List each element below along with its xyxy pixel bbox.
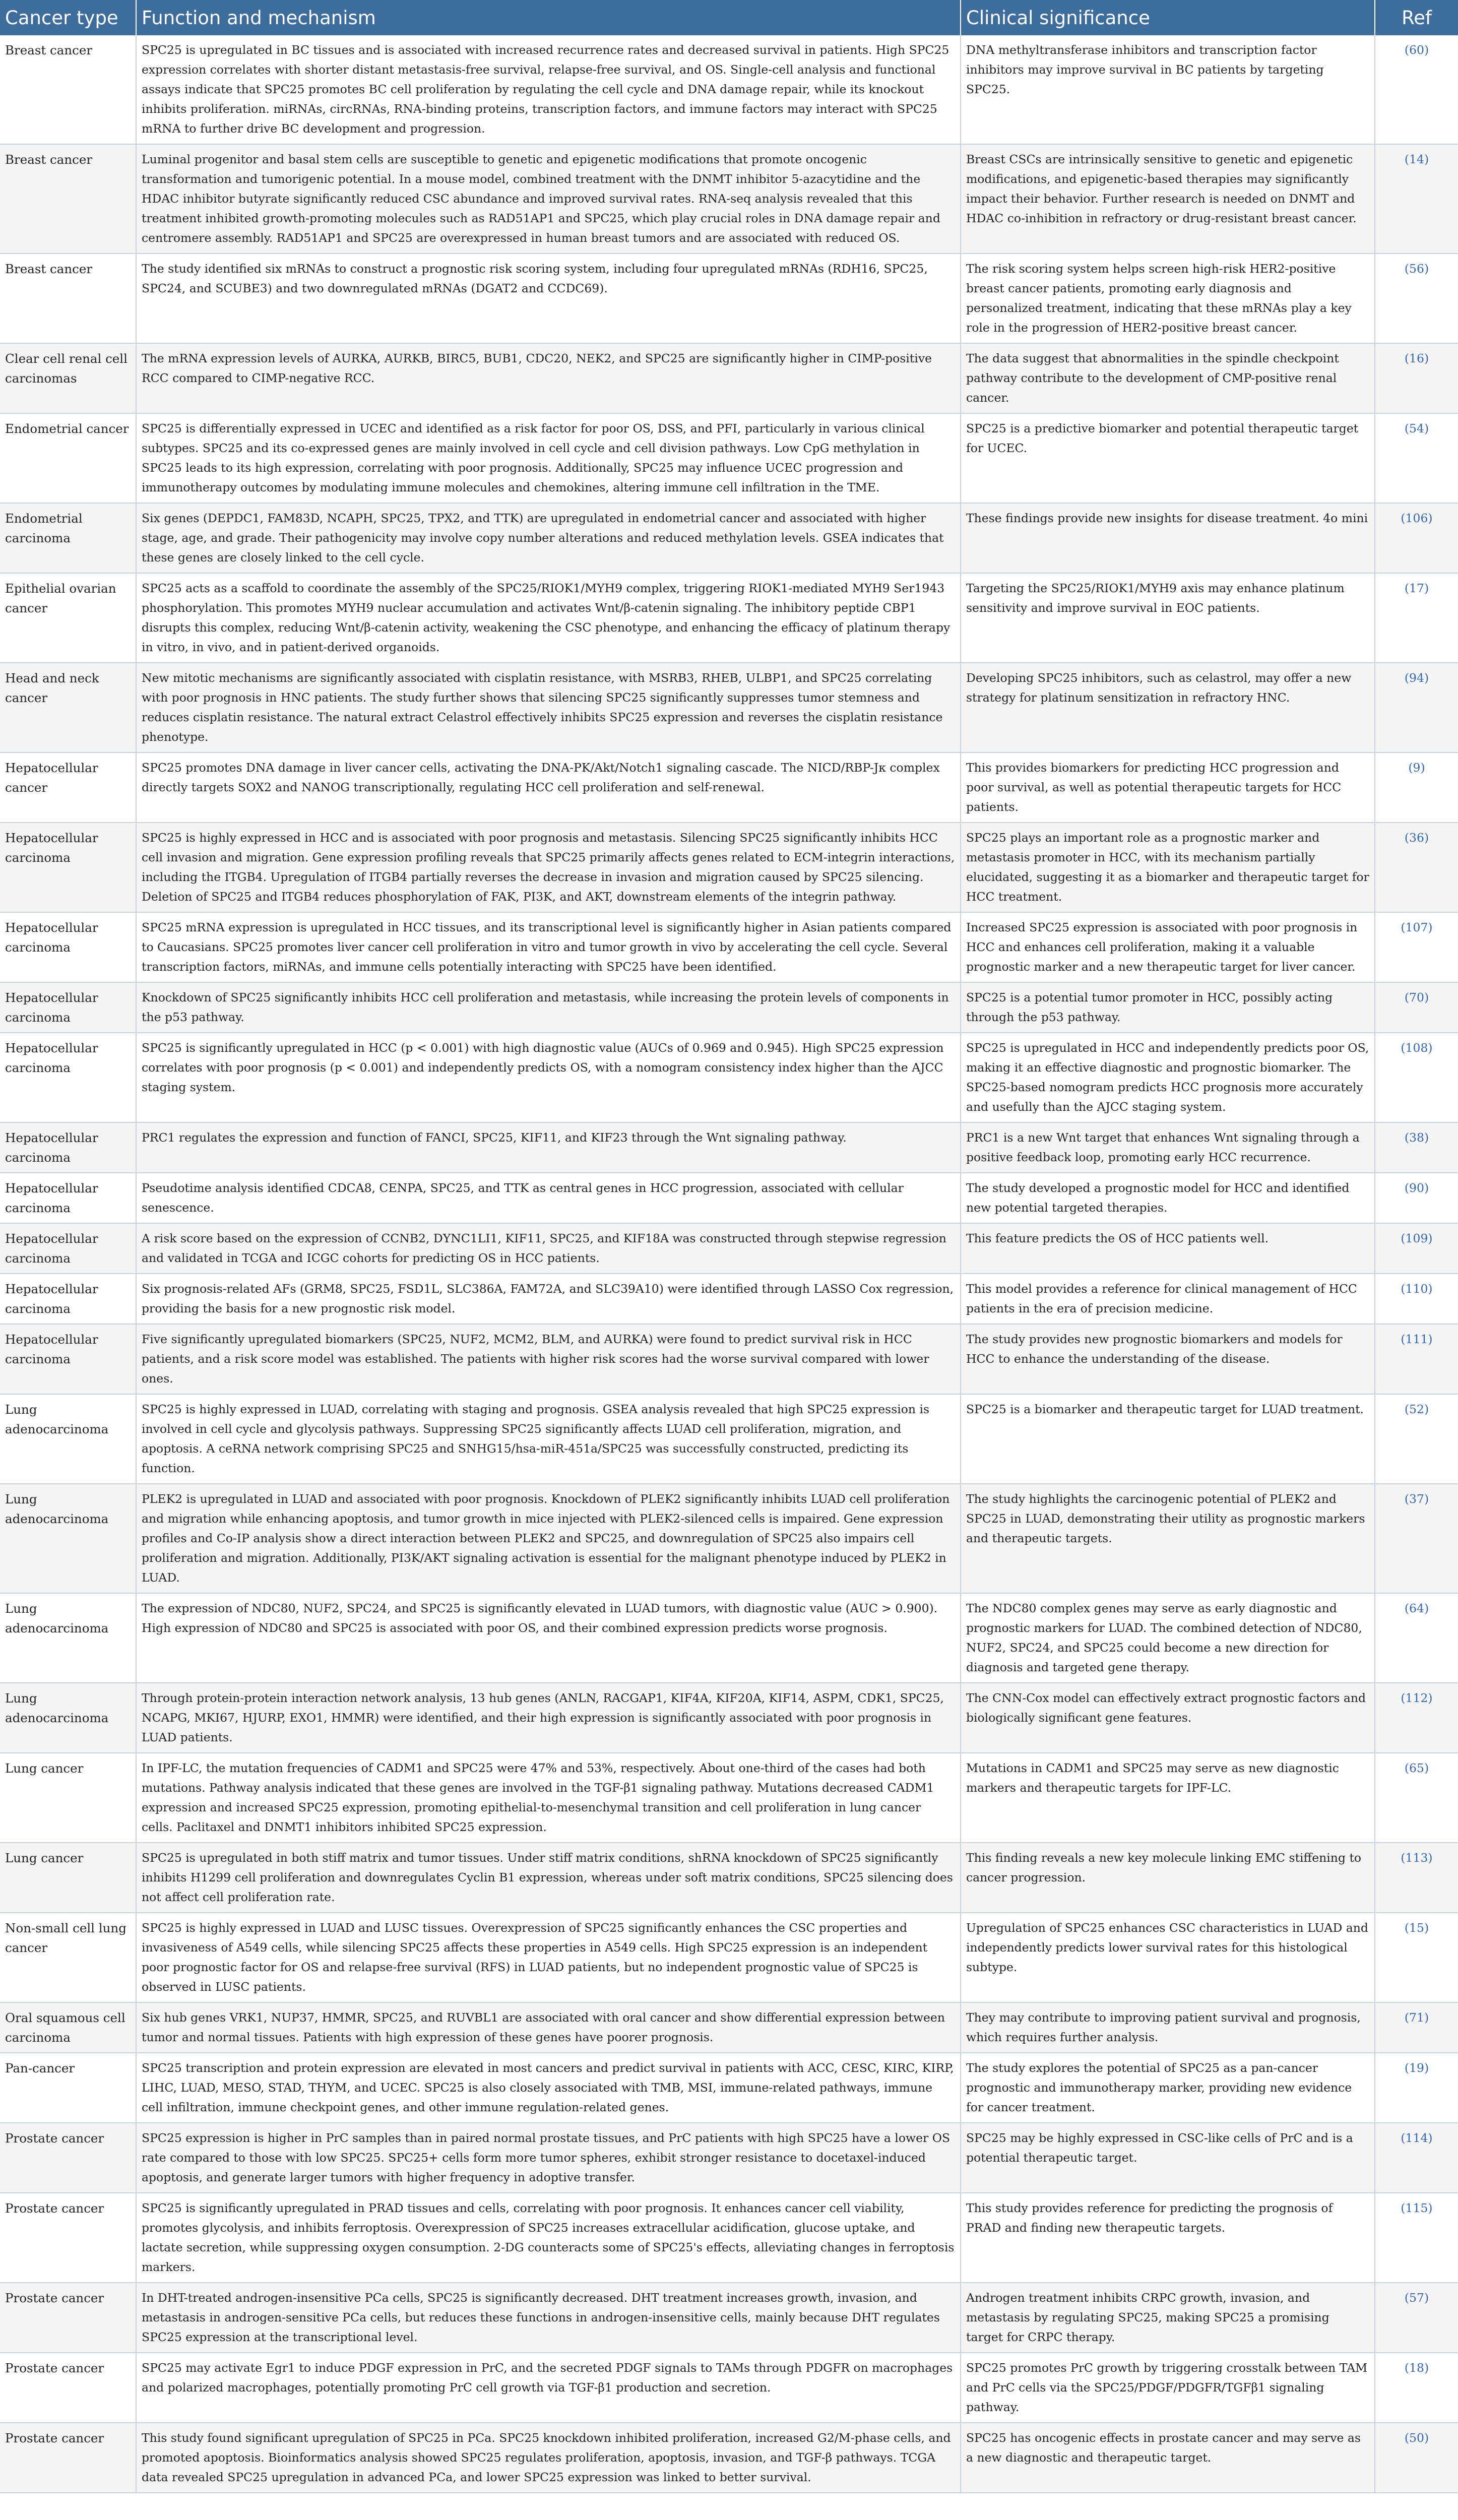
clinical-significance-cell: Mutations in CADM1 and SPC25 may serve as new diagnostic markers and therapeutic targets for IPF-LC.	[961, 1753, 1375, 1843]
cancer-type-cell: Lung adenocarcinoma	[0, 1484, 136, 1593]
function-mechanism-cell: SPC25 transcription and protein expression are elevated in most cancers and predict survival in patients with ACC, CESC, KIRC, KIRP, LIHC, LUAD, MESO, STAD, THYM, and UCEC. SPC25 is also closely associated with TMB, MSI, immune-related pathways, immune cell infiltration, immune checkpoint genes, and other immune regulation-related genes.	[136, 2053, 961, 2123]
reference-link[interactable]: (115)	[1401, 2201, 1433, 2215]
clinical-significance-cell: The study explores the potential of SPC25 as a pan-cancer prognostic and immunotherapy marker, providing new evidence for cancer treatment.	[961, 2053, 1375, 2123]
reference-cell	[1375, 2283, 1458, 2353]
reference-link[interactable]: (52)	[1404, 1402, 1429, 1416]
table-row	[0, 663, 1458, 752]
table-row	[0, 1274, 1458, 1324]
reference-cell	[1375, 2353, 1458, 2423]
reference-cell	[1375, 35, 1458, 144]
clinical-significance-cell: Increased SPC25 expression is associated with poor prognosis in HCC and enhances cell proliferation, making it a valuable prognostic marker and a new therapeutic target for liver cancer.	[961, 912, 1375, 982]
table-row	[0, 1593, 1458, 1683]
clinical-significance-cell: The study provides new prognostic biomarkers and models for HCC to enhance the understanding of the disease.	[961, 1324, 1375, 1394]
cancer-type-cell: Prostate cancer	[0, 2283, 136, 2353]
function-mechanism-cell: SPC25 acts as a scaffold to coordinate the assembly of the SPC25/RIOK1/MYH9 complex, triggering RIOK1-mediated MYH9 Ser1943 phosphorylation. This promotes MYH9 nuclear accumulation and activates Wnt/β-catenin signaling. The inhibitory peptide CBP1 disrupts this complex, reducing Wnt/β-catenin activity, weakening the CSC phenotype, and enhancing the efficacy of platinum therapy in vitro, in vivo, and in patient-derived organoids.	[136, 573, 961, 663]
reference-link[interactable]: (90)	[1404, 1181, 1429, 1195]
reference-cell	[1375, 1122, 1458, 1173]
reference-cell	[1375, 1223, 1458, 1274]
table-row	[0, 2193, 1458, 2283]
clinical-significance-cell: Androgen treatment inhibits CRPC growth, invasion, and metastasis by regulating SPC25, making SPC25 a promising target for CRPC therapy.	[961, 2283, 1375, 2353]
cancer-type-cell: Hepatocellular carcinoma	[0, 912, 136, 982]
function-mechanism-cell: SPC25 is upregulated in both stiff matrix and tumor tissues. Under stiff matrix conditions, shRNA knockdown of SPC25 significantly inhibits H1299 cell proliferation and downregulates Cyclin B1 expression, whereas under soft matrix conditions, SPC25 silencing does not affect cell proliferation rate.	[136, 1843, 961, 1913]
table-row	[0, 1843, 1458, 1913]
clinical-significance-cell: SPC25 is a potential tumor promoter in HCC, possibly acting through the p53 pathway.	[961, 982, 1375, 1033]
cancer-type-cell: Lung adenocarcinoma	[0, 1394, 136, 1484]
reference-cell	[1375, 823, 1458, 912]
reference-cell	[1375, 144, 1458, 254]
table-row	[0, 1753, 1458, 1843]
function-mechanism-cell: SPC25 is highly expressed in LUAD and LUSC tissues. Overexpression of SPC25 significantly enhances the CSC properties and invasiveness of A549 cells, while silencing SPC25 affects these properties in A549 cells. High SPC25 expression is an independent poor prognostic factor for OS and relapse-free survival (RFS) in LUAD patients, but no independent prognostic value of SPC25 is observed in LUSC patients.	[136, 1913, 961, 2002]
reference-cell	[1375, 2002, 1458, 2053]
cancer-type-cell: Lung cancer	[0, 1753, 136, 1843]
cancer-type-cell: Breast cancer	[0, 144, 136, 254]
reference-cell	[1375, 573, 1458, 663]
reference-cell	[1375, 1274, 1458, 1324]
clinical-significance-cell: Developing SPC25 inhibitors, such as celastrol, may offer a new strategy for platinum sensitization in refractory HNC.	[961, 663, 1375, 752]
function-mechanism-cell: SPC25 is differentially expressed in UCEC and identified as a risk factor for poor OS, DSS, and PFI, particularly in various clinical subtypes. SPC25 and its co-expressed genes are mainly involved in cell cycle and cell division pathways. Low CpG methylation in SPC25 leads to its high expression, correlating with poor prognosis. Additionally, SPC25 may influence UCEC progression and immunotherapy outcomes by modulating immune molecules and chemokines, altering immune cell infiltration in the TME.	[136, 413, 961, 503]
table-body	[0, 35, 1458, 2493]
function-mechanism-cell: SPC25 is highly expressed in HCC and is associated with poor prognosis and metastasis. Silencing SPC25 significantly inhibits HCC cell invasion and migration. Gene expression profiling reveals that SPC25 primarily affects genes related to ECM-integrin interactions, including the ITGB4. Upregulation of ITGB4 partially reverses the decrease in invasion and migration caused by SPC25 silencing. Deletion of SPC25 and ITGB4 reduces phosphorylation of FAK, PI3K, and AKT, downstream elements of the integrin pathway.	[136, 823, 961, 912]
table-row	[0, 573, 1458, 663]
reference-link[interactable]: (114)	[1401, 2131, 1433, 2145]
cancer-type-cell: Hepatocellular carcinoma	[0, 1324, 136, 1394]
function-mechanism-cell: PLEK2 is upregulated in LUAD and associated with poor prognosis. Knockdown of PLEK2 significantly inhibits LUAD cell proliferation and migration while enhancing apoptosis, and tumor growth in mice injected with PLEK2-silenced cells is impaired. Gene expression profiles and Co-IP analysis show a direct interaction between PLEK2 and SPC25, and downregulation of SPC25 also impairs cell proliferation and migration. Additionally, PI3K/AKT signaling activation is essential for the malignant phenotype induced by PLEK2 in LUAD.	[136, 1484, 961, 1593]
reference-link[interactable]: (65)	[1404, 1761, 1429, 1775]
clinical-significance-cell: SPC25 has oncogenic effects in prostate cancer and may serve as a new diagnostic and therapeutic target.	[961, 2423, 1375, 2493]
clinical-significance-cell: SPC25 is a predictive biomarker and potential therapeutic target for UCEC.	[961, 413, 1375, 503]
reference-link[interactable]: (113)	[1401, 1851, 1433, 1865]
reference-cell	[1375, 1843, 1458, 1913]
clinical-significance-cell: The NDC80 complex genes may serve as early diagnostic and prognostic markers for LUAD. The combined detection of NDC80, NUF2, SPC24, and SPC25 could become a new direction for diagnosis and targeted gene therapy.	[961, 1593, 1375, 1683]
reference-link[interactable]: (94)	[1404, 671, 1429, 685]
header-ref: Ref	[1375, 0, 1458, 35]
table-row	[0, 1223, 1458, 1274]
reference-cell	[1375, 2123, 1458, 2193]
header-function: Function and mechanism	[136, 0, 961, 35]
reference-link[interactable]: (70)	[1404, 990, 1429, 1004]
reference-link[interactable]: (38)	[1404, 1130, 1429, 1145]
function-mechanism-cell: The study identified six mRNAs to construct a prognostic risk scoring system, including four upregulated mRNAs (RDH16, SPC25, SPC24, and SCUBE3) and two downregulated mRNAs (DGAT2 and CCDC69).	[136, 254, 961, 343]
table-row	[0, 1122, 1458, 1173]
clinical-significance-cell: PRC1 is a new Wnt target that enhances Wnt signaling through a positive feedback loop, promoting early HCC recurrence.	[961, 1122, 1375, 1173]
table-row	[0, 2053, 1458, 2123]
clinical-significance-cell: This provides biomarkers for predicting HCC progression and poor survival, as well as potential therapeutic targets for HCC patients.	[961, 752, 1375, 823]
cancer-type-cell: Hepatocellular carcinoma	[0, 982, 136, 1033]
function-mechanism-cell: Through protein-protein interaction network analysis, 13 hub genes (ANLN, RACGAP1, KIF4A, KIF20A, KIF14, ASPM, CDK1, SPC25, NCAPG, MKI67, HJURP, EXO1, HMMR) were identified, and their high expression is significantly associated with poor prognosis in LUAD patients.	[136, 1683, 961, 1753]
reference-link[interactable]: (108)	[1401, 1041, 1433, 1055]
reference-cell	[1375, 2423, 1458, 2493]
cancer-type-cell: Hepatocellular carcinoma	[0, 1122, 136, 1173]
cancer-type-cell: Prostate cancer	[0, 2423, 136, 2493]
reference-cell	[1375, 413, 1458, 503]
function-mechanism-cell: Luminal progenitor and basal stem cells are susceptible to genetic and epigenetic modifications that promote oncogenic transformation and tumorigenic potential. In a mouse model, combined treatment with the DNMT inhibitor 5-azacytidine and the HDAC inhibitor butyrate significantly reduced CSC abundance and improved survival rates. RNA-seq analysis revealed that this treatment inhibited growth-promoting molecules such as RAD51AP1 and SPC25, which play crucial roles in DNA damage repair and centromere assembly. RAD51AP1 and SPC25 are overexpressed in human breast tumors and are associated with reduced OS.	[136, 144, 961, 254]
table-row	[0, 1683, 1458, 1753]
reference-cell	[1375, 503, 1458, 573]
reference-cell	[1375, 663, 1458, 752]
reference-cell	[1375, 1394, 1458, 1484]
function-mechanism-cell: New mitotic mechanisms are significantly associated with cisplatin resistance, with MSRB3, RHEB, ULBP1, and SPC25 correlating with poor prognosis in HNC patients. The study further shows that silencing SPC25 significantly suppresses tumor stemness and reduces cisplatin resistance. The natural extract Celastrol effectively inhibits SPC25 expression and reverses the cisplatin resistance phenotype.	[136, 663, 961, 752]
table-row	[0, 413, 1458, 503]
cancer-type-cell: Prostate cancer	[0, 2193, 136, 2283]
function-mechanism-cell: PRC1 regulates the expression and function of FANCI, SPC25, KIF11, and KIF23 through the Wnt signaling pathway.	[136, 1122, 961, 1173]
reference-link[interactable]: (110)	[1401, 1282, 1433, 1296]
clinical-significance-cell: This feature predicts the OS of HCC patients well.	[961, 1223, 1375, 1274]
table-row	[0, 2123, 1458, 2193]
cancer-type-cell: Hepatocellular carcinoma	[0, 1033, 136, 1122]
function-mechanism-cell: In DHT-treated androgen-insensitive PCa cells, SPC25 is significantly decreased. DHT treatment increases growth, invasion, and metastasis in androgen-sensitive PCa cells, but reduces these functions in androgen-insensitive cells, mainly because DHT regulates SPC25 expression at the transcriptional level.	[136, 2283, 961, 2353]
cancer-type-cell: Prostate cancer	[0, 2123, 136, 2193]
table-row	[0, 2353, 1458, 2423]
function-mechanism-cell: The expression of NDC80, NUF2, SPC24, and SPC25 is significantly elevated in LUAD tumors, with diagnostic value (AUC > 0.900). High expression of NDC80 and SPC25 is associated with poor OS, and their combined expression predicts worse prognosis.	[136, 1593, 961, 1683]
table-row	[0, 254, 1458, 343]
reference-link[interactable]: (57)	[1404, 2291, 1429, 2305]
table-row	[0, 35, 1458, 144]
cancer-type-cell: Hepatocellular carcinoma	[0, 1274, 136, 1324]
reference-link[interactable]: (18)	[1404, 2361, 1429, 2375]
reference-cell	[1375, 2193, 1458, 2283]
function-mechanism-cell: SPC25 is highly expressed in LUAD, correlating with staging and prognosis. GSEA analysis revealed that high SPC25 expression is involved in cell cycle and glycolysis pathways. Suppressing SPC25 significantly affects LUAD cell proliferation, migration, and apoptosis. A ceRNA network comprising SPC25 and SNHG15/hsa-miR-451a/SPC25 was successfully constructed, predicting its function.	[136, 1394, 961, 1484]
reference-cell	[1375, 1913, 1458, 2002]
clinical-significance-cell: This study provides reference for predicting the prognosis of PRAD and finding new therapeutic targets.	[961, 2193, 1375, 2283]
function-mechanism-cell: A risk score based on the expression of CCNB2, DYNC1LI1, KIF11, SPC25, and KIF18A was constructed through stepwise regression and validated in TCGA and ICGC cohorts for predicting OS in HCC patients.	[136, 1223, 961, 1274]
reference-cell	[1375, 1593, 1458, 1683]
reference-cell	[1375, 912, 1458, 982]
clinical-significance-cell: SPC25 plays an important role as a prognostic marker and metastasis promoter in HCC, with its mechanism partially elucidated, suggesting it as a biomarker and therapeutic target for HCC treatment.	[961, 823, 1375, 912]
cancer-type-cell: Hepatocellular carcinoma	[0, 823, 136, 912]
table-row	[0, 1913, 1458, 2002]
reference-link[interactable]: (107)	[1401, 920, 1433, 934]
table-row	[0, 1173, 1458, 1223]
table-row	[0, 2283, 1458, 2353]
reference-cell	[1375, 343, 1458, 413]
cancer-type-cell: Hepatocellular carcinoma	[0, 1173, 136, 1223]
reference-cell	[1375, 1683, 1458, 1753]
cancer-type-cell: Pan-cancer	[0, 2053, 136, 2123]
cancer-type-cell: Prostate cancer	[0, 2353, 136, 2423]
clinical-significance-cell: The CNN-Cox model can effectively extract prognostic factors and biologically significant gene features.	[961, 1683, 1375, 1753]
reference-link[interactable]: (9)	[1408, 761, 1425, 775]
cancer-type-cell: Hepatocellular cancer	[0, 752, 136, 823]
reference-cell	[1375, 982, 1458, 1033]
cancer-type-cell: Lung adenocarcinoma	[0, 1683, 136, 1753]
reference-link[interactable]: (109)	[1401, 1231, 1433, 1245]
reference-link[interactable]: (71)	[1404, 2010, 1429, 2025]
function-mechanism-cell: Pseudotime analysis identified CDCA8, CENPA, SPC25, and TTK as central genes in HCC progression, associated with cellular senescence.	[136, 1173, 961, 1223]
cancer-type-cell: Lung adenocarcinoma	[0, 1593, 136, 1683]
clinical-significance-cell: These findings provide new insights for disease treatment. 4o mini	[961, 503, 1375, 573]
function-mechanism-cell: SPC25 expression is higher in PrC samples than in paired normal prostate tissues, and PrC patients with high SPC25 have a lower OS rate compared to those with low SPC25. SPC25+ cells form more tumor spheres, exhibit stronger resistance to docetaxel-induced apoptosis, and generate larger tumors with higher frequency in adoptive transfer.	[136, 2123, 961, 2193]
clinical-significance-cell: Targeting the SPC25/RIOK1/MYH9 axis may enhance platinum sensitivity and improve survival in EOC patients.	[961, 573, 1375, 663]
reference-cell	[1375, 1033, 1458, 1122]
reference-link[interactable]: (64)	[1404, 1601, 1429, 1615]
clinical-significance-cell: The data suggest that abnormalities in the spindle checkpoint pathway contribute to the development of CMP-positive renal cancer.	[961, 343, 1375, 413]
function-mechanism-cell: SPC25 is upregulated in BC tissues and is associated with increased recurrence rates and decreased survival in patients. High SPC25 expression correlates with shorter distant metastasis-free survival, relapse-free survival, and OS. Single-cell analysis and functional assays indicate that SPC25 promotes BC cell proliferation by regulating the cell cycle and DNA damage repair, while its knockout inhibits proliferation. miRNAs, circRNAs, RNA-binding proteins, transcription factors, and immune factors may interact with SPC25 mRNA to further drive BC development and progression.	[136, 35, 961, 144]
table-row	[0, 2423, 1458, 2493]
function-mechanism-cell: This study found significant upregulation of SPC25 in PCa. SPC25 knockdown inhibited proliferation, increased G2/M-phase cells, and promoted apoptosis. Bioinformatics analysis showed SPC25 regulates proliferation, apoptosis, invasion, and TGF-β pathways. TCGA data revealed SPC25 upregulation in advanced PCa, and lower SPC25 expression was linked to better survival.	[136, 2423, 961, 2493]
cancer-type-cell: Lung cancer	[0, 1843, 136, 1913]
reference-cell	[1375, 1173, 1458, 1223]
table-row	[0, 752, 1458, 823]
reference-link[interactable]: (106)	[1401, 511, 1433, 525]
header-clinical: Clinical significance	[961, 0, 1375, 35]
reference-cell	[1375, 1753, 1458, 1843]
clinical-significance-cell: Breast CSCs are intrinsically sensitive to genetic and epigenetic modifications, and epigenetic-based therapies may significantly impact their behavior. Further research is needed on DNMT and HDAC co-inhibition in refractory or drug-resistant breast cancer.	[961, 144, 1375, 254]
cancer-type-cell: Breast cancer	[0, 35, 136, 144]
clinical-significance-cell: SPC25 promotes PrC growth by triggering crosstalk between TAM and PrC cells via the SPC25/PDGF/PDGFR/TGFβ1 signaling pathway.	[961, 2353, 1375, 2423]
cancer-type-cell: Hepatocellular carcinoma	[0, 1223, 136, 1274]
reference-link[interactable]: (19)	[1404, 2061, 1429, 2075]
table-row	[0, 1484, 1458, 1593]
reference-link[interactable]: (60)	[1404, 43, 1429, 57]
reference-link[interactable]: (15)	[1404, 1921, 1429, 1935]
clinical-significance-cell: The study highlights the carcinogenic potential of PLEK2 and SPC25 in LUAD, demonstrating their utility as prognostic markers and therapeutic targets.	[961, 1484, 1375, 1593]
cancer-type-cell: Breast cancer	[0, 254, 136, 343]
function-mechanism-cell: SPC25 may activate Egr1 to induce PDGF expression in PrC, and the secreted PDGF signals to TAMs through PDGFR on macrophages and polarized macrophages, potentially promoting PrC cell growth via TGF-β1 production and secretion.	[136, 2353, 961, 2423]
function-mechanism-cell: SPC25 is significantly upregulated in HCC (p < 0.001) with high diagnostic value (AUCs of 0.969 and 0.945). High SPC25 expression correlates with poor prognosis (p < 0.001) and independently predicts OS, with a nomogram consistency index higher than the AJCC staging system.	[136, 1033, 961, 1122]
cancer-type-cell: Endometrial cancer	[0, 413, 136, 503]
clinical-significance-cell: DNA methyltransferase inhibitors and transcription factor inhibitors may improve survival in BC patients by targeting SPC25.	[961, 35, 1375, 144]
reference-link[interactable]: (54)	[1404, 421, 1429, 435]
table-row	[0, 2002, 1458, 2053]
reference-link[interactable]: (111)	[1401, 1332, 1433, 1346]
clinical-significance-cell: SPC25 is upregulated in HCC and independently predicts poor OS, making it an effective diagnostic and prognostic biomarker. The SPC25-based nomogram predicts HCC prognosis more accurately and usefully than the AJCC staging system.	[961, 1033, 1375, 1122]
function-mechanism-cell: The mRNA expression levels of AURKA, AURKB, BIRC5, BUB1, CDC20, NEK2, and SPC25 are significantly higher in CIMP-positive RCC compared to CIMP-negative RCC.	[136, 343, 961, 413]
table-header-row	[0, 0, 1458, 35]
function-mechanism-cell: SPC25 is significantly upregulated in PRAD tissues and cells, correlating with poor prognosis. It enhances cancer cell viability, promotes glycolysis, and inhibits ferroptosis. Overexpression of SPC25 increases extracellular acidification, glucose uptake, and lactate secretion, while suppressing oxygen consumption. 2-DG counteracts some of SPC25's effects, alleviating changes in ferroptosis markers.	[136, 2193, 961, 2283]
clinical-significance-cell: This model provides a reference for clinical management of HCC patients in the era of precision medicine.	[961, 1274, 1375, 1324]
reference-cell	[1375, 1484, 1458, 1593]
table-row	[0, 1324, 1458, 1394]
cancer-type-cell: Non-small cell lung cancer	[0, 1913, 136, 2002]
reference-link[interactable]: (16)	[1404, 351, 1429, 365]
table-row	[0, 1033, 1458, 1122]
function-mechanism-cell: Knockdown of SPC25 significantly inhibits HCC cell proliferation and metastasis, while increasing the protein levels of components in the p53 pathway.	[136, 982, 961, 1033]
function-mechanism-cell: SPC25 promotes DNA damage in liver cancer cells, activating the DNA-PK/Akt/Notch1 signaling cascade. The NICD/RBP-Jκ complex directly targets SOX2 and NANOG transcriptionally, regulating HCC cell proliferation and self-renewal.	[136, 752, 961, 823]
cancer-type-cell: Oral squamous cell carcinoma	[0, 2002, 136, 2053]
reference-cell	[1375, 752, 1458, 823]
function-mechanism-cell: Six genes (DEPDC1, FAM83D, NCAPH, SPC25, TPX2, and TTK) are upregulated in endometrial cancer and associated with higher stage, age, and grade. Their pathogenicity may involve copy number alterations and reduced methylation levels. GSEA indicates that these genes are closely linked to the cell cycle.	[136, 503, 961, 573]
table-row	[0, 343, 1458, 413]
table-row	[0, 823, 1458, 912]
reference-link[interactable]: (17)	[1404, 581, 1429, 595]
header-cancer-type: Cancer type	[0, 0, 136, 35]
table-row	[0, 503, 1458, 573]
reference-link[interactable]: (112)	[1401, 1691, 1433, 1705]
clinical-significance-cell: They may contribute to improving patient survival and prognosis, which requires further analysis.	[961, 2002, 1375, 2053]
table-row	[0, 982, 1458, 1033]
clinical-significance-cell: SPC25 is a biomarker and therapeutic target for LUAD treatment.	[961, 1394, 1375, 1484]
reference-link[interactable]: (37)	[1404, 1492, 1429, 1506]
table-row	[0, 912, 1458, 982]
reference-link[interactable]: (56)	[1404, 262, 1429, 276]
cancer-type-cell: Clear cell renal cell carcinomas	[0, 343, 136, 413]
function-mechanism-cell: In IPF-LC, the mutation frequencies of CADM1 and SPC25 were 47% and 53%, respectively. About one-third of the cases had both mutations. Pathway analysis indicated that these genes are involved in the TGF-β1 signaling pathway. Mutations decreased CADM1 expression and increased SPC25 expression, promoting epithelial-to-mesenchymal transition and cell proliferation in lung cancer cells. Paclitaxel and DNMT1 inhibitors inhibited SPC25 expression.	[136, 1753, 961, 1843]
reference-link[interactable]: (14)	[1404, 152, 1429, 166]
cancer-type-cell: Head and neck cancer	[0, 663, 136, 752]
table-row	[0, 144, 1458, 254]
cancer-type-cell: Epithelial ovarian cancer	[0, 573, 136, 663]
reference-link[interactable]: (50)	[1404, 2431, 1429, 2445]
reference-cell	[1375, 1324, 1458, 1394]
table-row	[0, 1394, 1458, 1484]
function-mechanism-cell: Five significantly upregulated biomarkers (SPC25, NUF2, MCM2, BLM, and AURKA) were found to predict survival risk in HCC patients, and a risk score model was established. The patients with higher risk scores had the worse survival compared with lower ones.	[136, 1324, 961, 1394]
reference-cell	[1375, 2053, 1458, 2123]
clinical-significance-cell: Upregulation of SPC25 enhances CSC characteristics in LUAD and independently predicts lower survival rates for this histological subtype.	[961, 1913, 1375, 2002]
clinical-significance-cell: The risk scoring system helps screen high-risk HER2-positive breast cancer patients, promoting early diagnosis and personalized treatment, indicating that these mRNAs play a key role in the progression of HER2-positive breast cancer.	[961, 254, 1375, 343]
clinical-significance-cell: SPC25 may be highly expressed in CSC-like cells of PrC and is a potential therapeutic target.	[961, 2123, 1375, 2193]
function-mechanism-cell: SPC25 mRNA expression is upregulated in HCC tissues, and its transcriptional level is significantly higher in Asian patients compared to Caucasians. SPC25 promotes liver cancer cell proliferation in vitro and tumor growth in vivo by accelerating the cell cycle. Several transcription factors, miRNAs, and immune cells potentially interacting with SPC25 have been identified.	[136, 912, 961, 982]
cancer-type-cell: Endometrial carcinoma	[0, 503, 136, 573]
function-mechanism-cell: Six prognosis-related AFs (GRM8, SPC25, FSD1L, SLC386A, FAM72A, and SLC39A10) were identified through LASSO Cox regression, providing the basis for a new prognostic risk model.	[136, 1274, 961, 1324]
reference-cell	[1375, 254, 1458, 343]
function-mechanism-cell: Six hub genes VRK1, NUP37, HMMR, SPC25, and RUVBL1 are associated with oral cancer and show differential expression between tumor and normal tissues. Patients with high expression of these genes have poorer prognosis.	[136, 2002, 961, 2053]
clinical-significance-cell: The study developed a prognostic model for HCC and identified new potential targeted therapies.	[961, 1173, 1375, 1223]
clinical-significance-cell: This finding reveals a new key molecule linking EMC stiffening to cancer progression.	[961, 1843, 1375, 1913]
reference-link[interactable]: (36)	[1404, 831, 1429, 845]
